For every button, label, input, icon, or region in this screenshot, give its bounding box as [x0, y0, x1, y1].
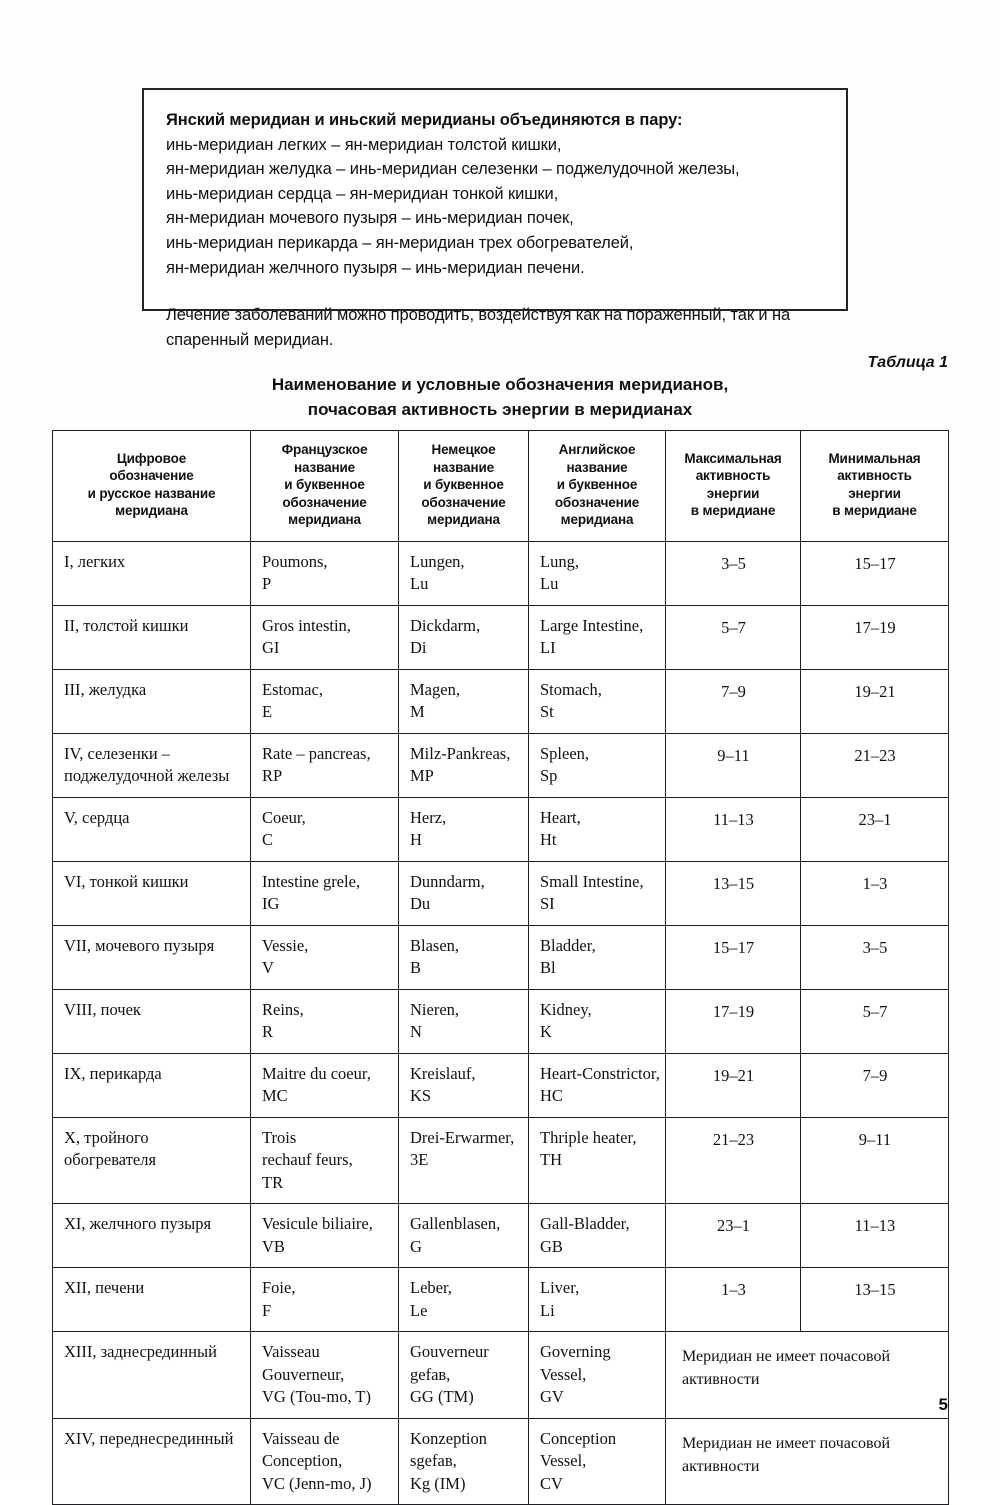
intro-spacer [166, 280, 826, 303]
cell-meridian-german [399, 989, 529, 1053]
cell-line: Large Intestine, [540, 615, 644, 635]
cell-line: Vessie, [262, 935, 309, 955]
cell-meridian-french [251, 1053, 399, 1117]
cell-line: Conception, [262, 1451, 343, 1470]
cell-line: Vesicule biliaire, [262, 1214, 373, 1233]
cell-min-activity [801, 861, 949, 925]
intro-heading: Янский меридиан и иньский меридианы объединяются в пару: [166, 111, 683, 129]
cell-min-activity [801, 733, 949, 797]
table-title-line-1: Наименование и условные обозначения меридианов, [271, 375, 729, 394]
cell-meridian-german [399, 733, 529, 797]
cell-max-activity [666, 989, 801, 1053]
min-activity-value: 17–19 [854, 617, 896, 637]
cell-meridian-german [399, 1418, 529, 1505]
cell-line: VI, тонкой кишки [64, 871, 189, 891]
cell-meridian-english [529, 1117, 666, 1204]
cell-line: Heart-Constrictor, [540, 1063, 660, 1083]
cell-line: Vaisseau [262, 1342, 320, 1361]
header-line: и буквенное [284, 477, 365, 492]
cell-meridian-french [251, 925, 399, 989]
cell-max-activity [666, 861, 801, 925]
cell-line: VB [262, 1236, 285, 1256]
table-row [53, 1117, 949, 1204]
cell-line: GG (TM) [410, 1387, 474, 1406]
cell-meridian-german [399, 1117, 529, 1204]
no-activity-text: Меридиан не имеет почасовой активности [682, 1348, 890, 1388]
cell-line: Bladder, [540, 935, 596, 955]
cell-line: Dickdarm, [410, 615, 481, 635]
header-line: Немецкое [431, 442, 496, 457]
table-row [53, 1418, 949, 1505]
cell-line: VIII, почек [64, 999, 141, 1019]
cell-meridian-french [251, 989, 399, 1053]
cell-line: Small Intestine, [540, 871, 644, 891]
cell-meridian-russian [53, 861, 251, 925]
header-line: в меридиане [832, 503, 917, 519]
cell-line: KS [410, 1086, 432, 1105]
cell-meridian-german [399, 797, 529, 861]
cell-meridian-french [251, 861, 399, 925]
cell-line: P [262, 574, 272, 593]
meridian-table [52, 430, 949, 1505]
cell-line: V, сердца [64, 807, 130, 827]
cell-line: XIV, переднесрединный [64, 1428, 234, 1448]
cell-line: Kidney, [540, 999, 592, 1019]
cell-line: Gros intestin, [262, 615, 351, 635]
cell-meridian-russian [53, 1332, 251, 1419]
intro-pair-line-3: инь-меридиан сердца – ян-меридиан тонкой кишки, [166, 184, 559, 203]
cell-meridian-russian [53, 989, 251, 1053]
table-number-label: Таблица 1 [867, 354, 948, 371]
min-activity-value: 5–7 [862, 1001, 888, 1021]
cell-line: Sp [540, 766, 558, 785]
cell-line: GB [540, 1236, 563, 1256]
cell-line: Poumons, [262, 551, 328, 571]
column-header-german [399, 431, 529, 542]
header-line: название [566, 459, 628, 475]
intro-pair-line-1: инь-меридиан легких – ян-меридиан толстой кишки, [166, 135, 562, 154]
cell-meridian-german [399, 925, 529, 989]
cell-meridian-french [251, 1204, 399, 1268]
cell-meridian-german [399, 1204, 529, 1268]
cell-line: III, желудка [64, 679, 147, 699]
max-activity-value: 13–15 [712, 873, 755, 893]
min-activity-value: 1–3 [862, 873, 888, 893]
cell-meridian-russian [53, 541, 251, 605]
column-header-max-activity [666, 431, 801, 542]
cell-line: Ht [540, 830, 557, 849]
page-number: 5 [938, 1395, 948, 1414]
table-row [53, 1053, 949, 1117]
cell-line: XII, печени [64, 1278, 145, 1297]
cell-line: MP [410, 766, 434, 785]
cell-meridian-english [529, 733, 666, 797]
cell-meridian-english [529, 1268, 666, 1332]
cell-meridian-french [251, 541, 399, 605]
cell-meridian-english [529, 1053, 666, 1117]
cell-meridian-russian [53, 669, 251, 733]
cell-line: SI [540, 894, 555, 913]
max-activity-value: 21–23 [712, 1129, 755, 1149]
cell-line: RP [262, 766, 283, 785]
cell-line: Vessel, [540, 1364, 587, 1384]
cell-line: TH [540, 1150, 562, 1169]
cell-meridian-russian [53, 1053, 251, 1117]
no-activity-text: Меридиан не имеет почасовой активности [682, 1434, 890, 1475]
intro-closing-paragraph: Лечение заболеваний можно проводить, воздействуя как на пораженный, так и на спаренный меридиан. [166, 306, 791, 349]
cell-no-activity-note [666, 1332, 949, 1419]
cell-meridian-english [529, 989, 666, 1053]
header-line: Минимальная [828, 450, 921, 466]
min-activity-value: 15–17 [854, 553, 896, 573]
cell-meridian-english [529, 541, 666, 605]
table-row [53, 1268, 949, 1332]
cell-line: Trois [262, 1127, 297, 1147]
cell-meridian-english [529, 1204, 666, 1268]
cell-max-activity [666, 797, 801, 861]
cell-line: Governing [540, 1342, 611, 1361]
cell-min-activity [801, 669, 949, 733]
intro-pair-line-5: инь-меридиан перикарда – ян-меридиан трех обогревателей, [166, 233, 634, 252]
cell-meridian-french [251, 605, 399, 669]
header-line: и русское название [87, 485, 216, 501]
cell-line: Kg (IM) [410, 1473, 466, 1493]
header-line: в меридиане [690, 503, 776, 519]
cell-line: Magen, [410, 679, 460, 699]
cell-line: C [262, 830, 274, 849]
cell-meridian-french [251, 1117, 399, 1204]
cell-line: Maitre du coeur, [262, 1063, 371, 1083]
min-activity-value: 23–1 [858, 809, 892, 829]
cell-max-activity [666, 605, 801, 669]
cell-min-activity [801, 1204, 949, 1268]
cell-meridian-german [399, 669, 529, 733]
cell-line: XIII, заднесрединный [64, 1342, 217, 1361]
cell-meridian-german [399, 541, 529, 605]
table-row [53, 797, 949, 861]
cell-max-activity [666, 733, 801, 797]
cell-line: Bl [540, 958, 556, 977]
cell-min-activity [801, 925, 949, 989]
cell-min-activity [801, 797, 949, 861]
cell-line: II, толстой кишки [64, 615, 189, 635]
min-activity-value: 9–11 [858, 1129, 892, 1149]
cell-line: Gouverneur [410, 1342, 489, 1361]
header-line: Французское [281, 442, 368, 457]
cell-line: обогревателя [64, 1150, 157, 1169]
cell-meridian-russian [53, 605, 251, 669]
cell-meridian-french [251, 1332, 399, 1419]
cell-meridian-english [529, 797, 666, 861]
cell-line: Spleen, [540, 743, 590, 763]
header-line: меридиана [560, 512, 634, 527]
cell-meridian-english [529, 1332, 666, 1419]
cell-line: HC [540, 1086, 563, 1105]
header-line: меридиана [115, 503, 188, 519]
cell-line: St [540, 702, 554, 721]
header-line: обозначение [282, 494, 367, 510]
cell-line: Kreislauf, [410, 1063, 476, 1083]
column-header-russian [53, 431, 251, 542]
cell-line: Estomac, [262, 679, 323, 699]
header-line: меридиана [427, 512, 500, 527]
header-line: обозначение [554, 494, 640, 510]
cell-line: GV [540, 1387, 564, 1406]
intro-pair-line-6: ян-меридиан желчного пузыря – инь-меридиан печени. [166, 258, 585, 277]
cell-line: Conception [540, 1428, 617, 1448]
table-header [53, 431, 949, 542]
cell-line: поджелудочной железы [64, 766, 230, 785]
cell-line: Vessel, [540, 1451, 587, 1470]
header-line: активность [837, 468, 912, 484]
cell-meridian-russian [53, 1418, 251, 1505]
cell-line: R [262, 1022, 274, 1041]
max-activity-value: 7–9 [721, 681, 746, 701]
header-line: Максимальная [684, 450, 782, 466]
cell-max-activity [666, 669, 801, 733]
header-line: меридиана [288, 512, 361, 527]
cell-line: I, легких [64, 551, 126, 571]
cell-line: Blasen, [410, 935, 460, 955]
cell-line: VG (Tou-mo, T) [262, 1387, 371, 1406]
min-activity-value: 11–13 [854, 1216, 896, 1235]
cell-line: G [410, 1236, 422, 1256]
cell-line: Di [410, 638, 427, 657]
cell-meridian-russian [53, 925, 251, 989]
cell-line: gefaв, [410, 1364, 451, 1384]
cell-max-activity [666, 1268, 801, 1332]
cell-line: Vaisseau de [262, 1428, 340, 1448]
cell-min-activity [801, 605, 949, 669]
cell-min-activity [801, 541, 949, 605]
min-activity-value: 21–23 [854, 745, 896, 765]
cell-meridian-russian [53, 797, 251, 861]
table-row [53, 733, 949, 797]
cell-line: Stomach, [540, 679, 602, 699]
cell-line: Coeur, [262, 807, 306, 827]
cell-line: Lu [410, 574, 429, 593]
intro-callout-box [142, 88, 848, 349]
cell-min-activity [801, 1053, 949, 1117]
table-body [53, 541, 949, 1505]
table-row [53, 1332, 949, 1419]
table-row [53, 925, 949, 989]
cell-line: Gall-Bladder, [540, 1214, 630, 1233]
cell-line: Foie, [262, 1278, 296, 1297]
max-activity-value: 3–5 [721, 553, 746, 573]
min-activity-value: 13–15 [854, 1280, 896, 1299]
header-line: и буквенное [423, 477, 504, 492]
cell-line: GI [262, 638, 280, 657]
cell-min-activity [801, 1268, 949, 1332]
cell-meridian-english [529, 861, 666, 925]
cell-meridian-german [399, 1268, 529, 1332]
max-activity-value: 9–11 [717, 745, 750, 765]
cell-line: Liver, [540, 1278, 580, 1297]
cell-line: MC [262, 1086, 288, 1105]
cell-line: Gouverneur, [262, 1364, 345, 1384]
cell-line: LI [540, 638, 556, 657]
cell-line: XI, желчного пузыря [64, 1214, 212, 1233]
cell-meridian-russian [53, 1117, 251, 1204]
header-line: Английское [558, 442, 636, 457]
header-line: обозначение [109, 468, 194, 484]
cell-line: X, тройного [64, 1127, 149, 1147]
max-activity-value: 15–17 [712, 937, 755, 957]
header-line: энергии [706, 485, 760, 501]
cell-line: VII, мочевого пузыря [64, 935, 215, 955]
intro-pair-line-4: ян-меридиан мочевого пузыря – инь-меридиан почек, [166, 209, 574, 228]
cell-line: Dunndarm, [410, 871, 485, 891]
cell-meridian-french [251, 1418, 399, 1505]
min-activity-value: 7–9 [862, 1065, 888, 1085]
cell-meridian-russian [53, 1204, 251, 1268]
cell-line: Thriple heater, [540, 1127, 637, 1147]
header-line: обозначение [421, 494, 506, 510]
cell-meridian-english [529, 925, 666, 989]
cell-line: M [410, 702, 425, 721]
max-activity-value: 23–1 [717, 1216, 750, 1235]
cell-line: CV [540, 1473, 563, 1493]
cell-max-activity [666, 925, 801, 989]
cell-line: Du [410, 894, 431, 913]
cell-line: Milz-Pankreas, [410, 743, 511, 763]
cell-line: Herz, [410, 807, 447, 827]
cell-meridian-german [399, 605, 529, 669]
column-header-english [529, 431, 666, 542]
cell-line: IX, перикарда [64, 1063, 162, 1083]
cell-max-activity [666, 541, 801, 605]
cell-meridian-french [251, 733, 399, 797]
header-line: активность [695, 468, 771, 484]
cell-line: 3E [410, 1150, 429, 1169]
cell-meridian-english [529, 605, 666, 669]
table-title-line-2: почасовая активность энергии в меридианах [307, 400, 693, 419]
cell-line: E [262, 702, 273, 721]
cell-line: sgefaв, [410, 1451, 457, 1470]
table-header-row [53, 431, 949, 542]
cell-line: Lungen, [410, 551, 465, 571]
cell-max-activity [666, 1117, 801, 1204]
cell-line: V [262, 958, 274, 977]
cell-line: rechauf feurs, [262, 1150, 353, 1169]
cell-line: Gallenblasen, [410, 1214, 501, 1233]
table-row [53, 605, 949, 669]
cell-line: Konzeption [410, 1428, 487, 1448]
max-activity-value: 17–19 [712, 1001, 755, 1021]
cell-line: B [410, 958, 422, 977]
cell-line: VC (Jenn-mo, J) [262, 1473, 372, 1493]
table-row [53, 1204, 949, 1268]
cell-meridian-german [399, 1053, 529, 1117]
max-activity-value: 11–13 [713, 809, 754, 829]
cell-line: Lu [540, 574, 559, 593]
cell-line: Leber, [410, 1278, 452, 1297]
max-activity-value: 1–3 [721, 1280, 746, 1299]
cell-line: Drei-Erwarmer, [410, 1127, 515, 1147]
table-row [53, 989, 949, 1053]
cell-line: K [540, 1022, 552, 1041]
cell-meridian-russian [53, 733, 251, 797]
cell-line: H [410, 830, 422, 849]
column-header-min-activity [801, 431, 949, 542]
header-line: название [433, 459, 494, 475]
cell-meridian-german [399, 861, 529, 925]
min-activity-value: 3–5 [862, 937, 888, 957]
cell-meridian-french [251, 797, 399, 861]
max-activity-value: 5–7 [721, 617, 746, 637]
cell-line: Li [540, 1300, 555, 1320]
table-row [53, 541, 949, 605]
table-row [53, 861, 949, 925]
header-line: и буквенное [556, 477, 638, 492]
cell-line: N [410, 1022, 422, 1041]
cell-max-activity [666, 1053, 801, 1117]
cell-line: Heart, [540, 807, 581, 827]
max-activity-value: 19–21 [712, 1065, 755, 1085]
cell-meridian-french [251, 1268, 399, 1332]
header-line: Цифровое [116, 450, 187, 466]
intro-pair-line-2: ян-меридиан желудка – инь-меридиан селезенки – поджелудочной железы, [166, 160, 740, 179]
cell-line: IV, селезенки – [64, 743, 171, 763]
cell-min-activity [801, 1117, 949, 1204]
cell-meridian-german [399, 1332, 529, 1419]
cell-line: IG [262, 894, 280, 913]
cell-line: Reins, [262, 999, 304, 1019]
cell-min-activity [801, 989, 949, 1053]
cell-meridian-russian [53, 1268, 251, 1332]
cell-line: Nieren, [410, 999, 460, 1019]
header-line: название [294, 459, 355, 475]
cell-no-activity-note [666, 1418, 949, 1505]
cell-max-activity [666, 1204, 801, 1268]
cell-meridian-english [529, 669, 666, 733]
header-line: энергии [848, 485, 901, 501]
table-row [53, 669, 949, 733]
cell-line: F [262, 1300, 272, 1320]
cell-meridian-french [251, 669, 399, 733]
cell-line: Intestine grele, [262, 871, 361, 891]
cell-line: Le [410, 1300, 428, 1320]
cell-line: Lung, [540, 551, 579, 571]
min-activity-value: 19–21 [854, 681, 896, 701]
column-header-french [251, 431, 399, 542]
cell-line: Rate – pancreas, [262, 743, 371, 763]
table-title [52, 372, 948, 422]
cell-line: TR [262, 1172, 284, 1192]
cell-meridian-english [529, 1418, 666, 1505]
